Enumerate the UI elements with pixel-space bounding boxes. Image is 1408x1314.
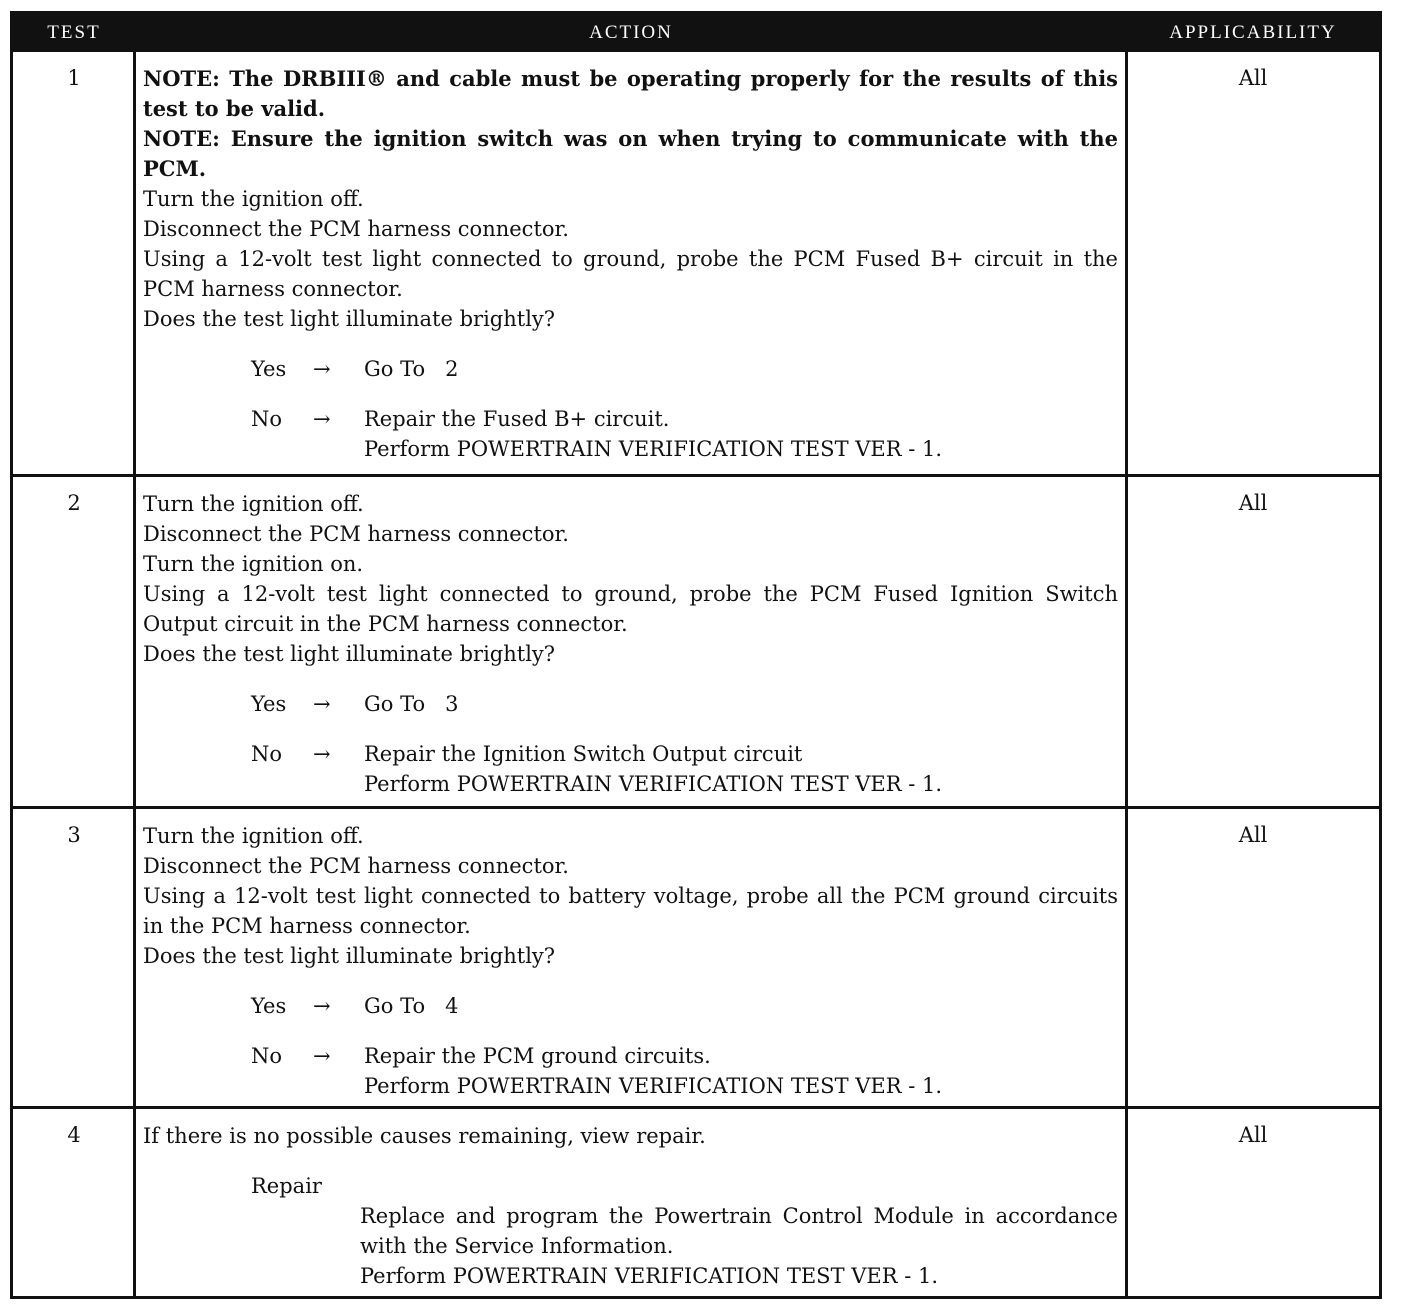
applicability-value: All — [1238, 823, 1268, 847]
table-row — [13, 806, 1379, 1106]
header-test: TEST — [47, 22, 101, 43]
arrow-right-icon: → — [313, 994, 331, 1018]
test-number: 4 — [67, 1123, 81, 1147]
yes-option — [143, 689, 1118, 719]
column-divider — [133, 477, 136, 806]
column-divider — [133, 52, 136, 474]
step-text: Disconnect the PCM harness connector. — [143, 522, 569, 546]
question-text: Does the test light illuminate brightly? — [143, 944, 556, 968]
action-cell — [143, 1121, 1118, 1291]
yes-result: Go To 3 — [364, 692, 459, 716]
step-text: Turn the ignition off. — [143, 824, 364, 848]
step-text: Disconnect the PCM harness connector. — [143, 854, 569, 878]
step-text: If there is no possible causes remaining, view repair. — [143, 1124, 706, 1148]
yes-result: Go To 4 — [364, 994, 459, 1018]
no-label: No — [251, 407, 283, 431]
yes-label: Yes — [251, 357, 287, 381]
applicability-value: All — [1238, 1123, 1268, 1147]
no-result: Repair the PCM ground circuits. — [364, 1044, 711, 1068]
no-result: Repair the Ignition Switch Output circuit — [364, 742, 803, 766]
note-text: NOTE: The DRBIII® and cable must be operating properly for the results of this test to be valid. — [143, 66, 1118, 121]
verification-text: Perform POWERTRAIN VERIFICATION TEST VER - 1. — [364, 437, 943, 461]
no-option — [143, 739, 1118, 799]
yes-option — [143, 354, 1118, 384]
column-divider — [1125, 809, 1128, 1106]
column-divider — [1125, 477, 1128, 806]
yes-option — [143, 991, 1118, 1021]
no-result: Repair the Fused B+ circuit. — [364, 407, 670, 431]
yes-label: Yes — [251, 692, 287, 716]
no-label: No — [251, 1044, 283, 1068]
note-text: NOTE: Ensure the ignition switch was on when trying to communicate with the PCM. — [143, 126, 1118, 181]
table-row — [13, 1106, 1379, 1296]
no-label: No — [251, 742, 283, 766]
no-option — [143, 404, 1118, 464]
test-number: 3 — [67, 823, 81, 847]
arrow-right-icon: → — [313, 357, 331, 381]
verification-text: Perform POWERTRAIN VERIFICATION TEST VER - 1. — [364, 1074, 943, 1098]
repair-text: Replace and program the Powertrain Control Module in accordance with the Service Information. — [360, 1204, 1118, 1258]
step-text: Turn the ignition on. — [143, 552, 364, 576]
arrow-right-icon: → — [313, 1044, 331, 1068]
action-cell — [143, 821, 1118, 1101]
table-row — [13, 52, 1379, 474]
header-applicability: APPLICABILITY — [1169, 22, 1337, 43]
test-number: 1 — [67, 66, 81, 90]
question-text: Does the test light illuminate brightly? — [143, 642, 556, 666]
verification-text: Perform POWERTRAIN VERIFICATION TEST VER - 1. — [360, 1264, 939, 1288]
action-cell — [143, 489, 1118, 799]
step-text: Turn the ignition off. — [143, 187, 364, 211]
step-text: Disconnect the PCM harness connector. — [143, 217, 569, 241]
no-option — [143, 1041, 1118, 1101]
verification-text: Perform POWERTRAIN VERIFICATION TEST VER - 1. — [364, 772, 943, 796]
table-header — [13, 14, 1379, 52]
question-text: Does the test light illuminate brightly? — [143, 307, 556, 331]
arrow-right-icon: → — [313, 407, 331, 431]
test-number: 2 — [67, 491, 81, 515]
column-divider — [1125, 52, 1128, 474]
diagnostic-test-table — [10, 11, 1382, 1299]
arrow-right-icon: → — [313, 742, 331, 766]
action-cell — [143, 64, 1118, 464]
step-text: Using a 12-volt test light connected to battery voltage, probe all the PCM ground circuits in the PCM harness connector. — [143, 884, 1118, 938]
yes-result: Go To 2 — [364, 357, 459, 381]
table-row — [13, 474, 1379, 806]
step-text: Using a 12-volt test light connected to ground, probe the PCM Fused Ignition Switch Output circuit in the PCM harness connector. — [143, 582, 1118, 636]
step-text: Turn the ignition off. — [143, 492, 364, 516]
step-text: Using a 12-volt test light connected to ground, probe the PCM Fused B+ circuit in the PCM harness connector. — [143, 247, 1118, 301]
header-action: ACTION — [589, 22, 673, 43]
arrow-right-icon: → — [313, 692, 331, 716]
applicability-value: All — [1238, 491, 1268, 515]
repair-label: Repair — [251, 1174, 322, 1198]
applicability-value: All — [1238, 66, 1268, 90]
yes-label: Yes — [251, 994, 287, 1018]
column-divider — [133, 809, 136, 1106]
